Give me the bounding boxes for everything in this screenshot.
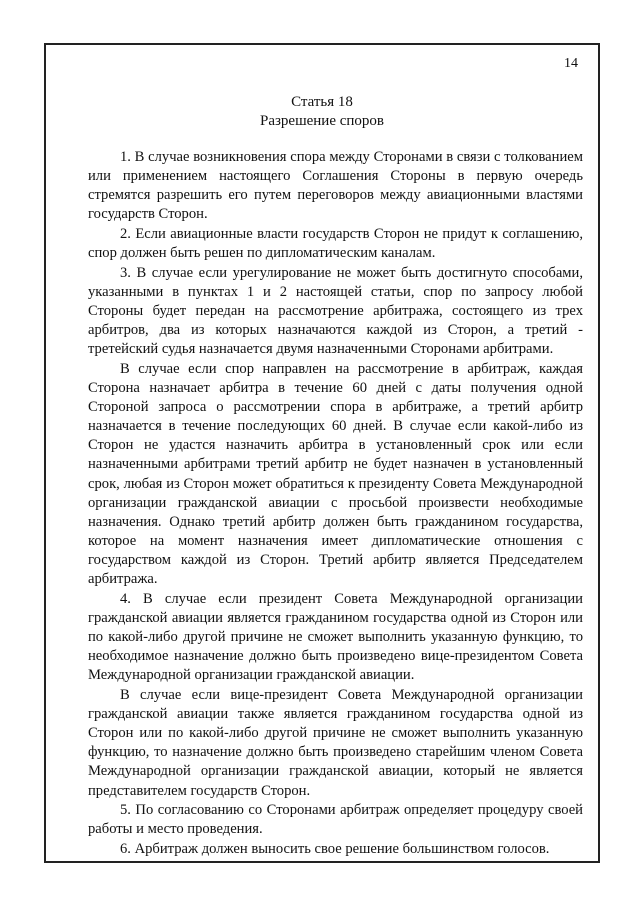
paragraph-4: 4. В случае если президент Совета Международной организации гражданской авиации является гражданином государства одной из Сторон или по какой-либо другой причине не сможет выполнить указанную функцию, то необходимое назначение должно быть произведено вице-президентом Совета Международной организации гражданской авиации. bbox=[88, 590, 583, 684]
article-number: Статья 18 bbox=[291, 94, 353, 110]
paragraph-3: 3. В случае если урегулирование не может быть достигнуто способами, указанными в пунктах 1 и 2 настоящей статьи, спор по запросу любой Стороны будет передан на рассмотрение арбитража, состоящего из трех арбитров, два из которых назначаются каждой из Сторон, а третий - третейский судья назначается двумя назначенными Сторонами арбитрами. bbox=[88, 264, 583, 358]
article-title: Разрешение споров bbox=[259, 113, 385, 129]
paragraph-2: 2. Если авиационные власти государств Сторон не придут к соглашению, спор должен быть решен по дипломатическим каналам. bbox=[88, 225, 583, 262]
paragraph-4-continued: В случае если вице-президент Совета Международной организации гражданской авиации также является гражданином государства одной из Сторон или по какой-либо другой причине не сможет выполнить указанную функцию, то назначение должно быть произведено старейшим членом Совета Международной организации гражданской авиации, который не является представителем государств Сторон. bbox=[88, 686, 583, 799]
document-body bbox=[88, 148, 583, 859]
page-number: 14 bbox=[564, 56, 578, 71]
paragraph-1: 1. В случае возникновения спора между Сторонами в связи с толкованием или применением настоящего Соглашения Стороны в первую очередь стремятся разрешить его путем переговоров между авиационными властями государств Сторон. bbox=[88, 149, 583, 223]
paragraph-3-continued: В случае если спор направлен на рассмотрение в арбитраж, каждая Сторона назначает арбитра в течение 60 дней с даты получения одной Стороной запроса о рассмотрении спора в арбитраже, а третий арбитр назначается в течение последующих 60 дней. В случае если какой-либо из Сторон не удастся назначить арбитра в установленный срок или если назначенными арбитрами третий арбитр не будет назначен в установленный срок, любая из Сторон может обратиться к президенту Совета Международной организации гражданской авиации с просьбой произвести необходимые назначения. Однако третий арбитр должен быть гражданином государства, которое на момент назначения имеет дипломатические отношения с государством каждой из Сторон. Третий арбитр является Председателем арбитража. bbox=[88, 360, 583, 588]
paragraph-5: 5. По согласованию со Сторонами арбитраж определяет процедуру своей работы и место проведения. bbox=[88, 802, 583, 838]
paragraph-6: 6. Арбитраж должен выносить свое решение большинством голосов. bbox=[120, 840, 550, 857]
